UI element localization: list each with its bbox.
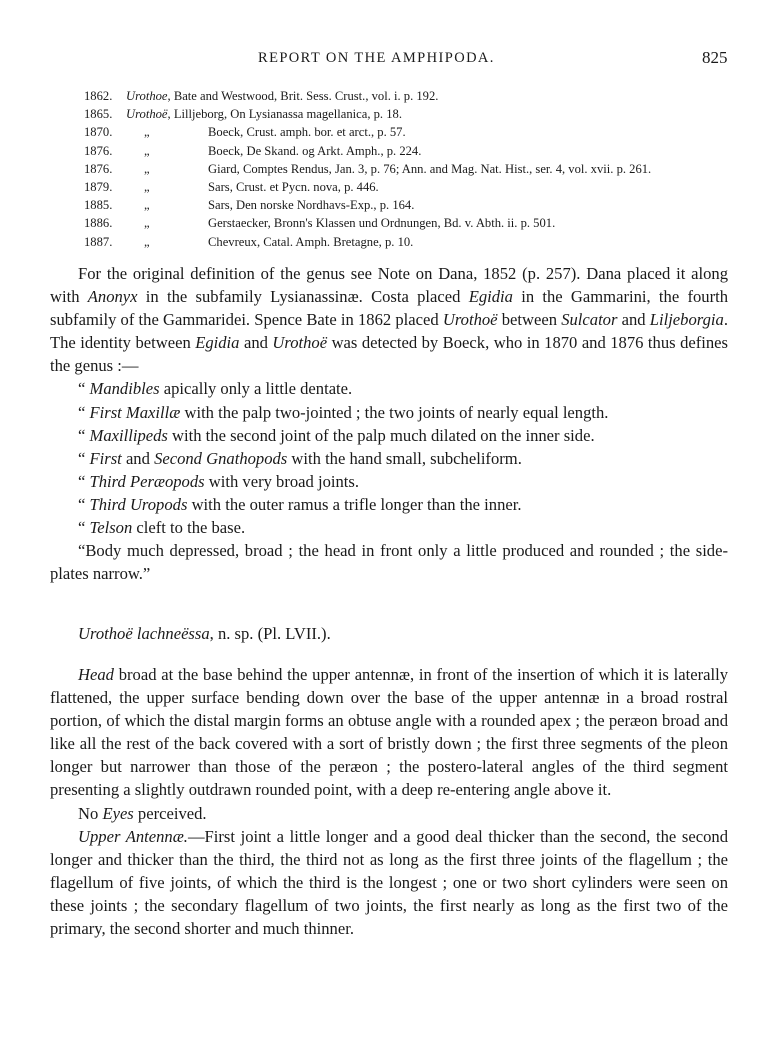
ditto-mark: „ bbox=[144, 125, 150, 140]
synonymy-year: 1887. bbox=[84, 234, 113, 249]
genus-paragraph: For the original definition of the genus see Note on Dana, 1852 (p. 257). Dana placed it along with Anonyx in the subfamily Lysianassinæ. Costa placed Egidia in the Gammarini, the fourth subfamily of the Gammaridei. Spence Bate in 1862 placed Urothoë between Sulcator and Liljeborgia. The identity between Egidia and Urothoë was detected by Boeck, who in 1870 and 1876 thus defines the genus :— bbox=[50, 264, 729, 376]
synonymy-reference: Sars, Crust. et Pycn. nova, p. 446. bbox=[208, 179, 379, 194]
synonymy-reference: Gerstaecker, Bronn's Klassen und Ordnungen, Bd. v. Abth. ii. p. 501. bbox=[208, 216, 556, 231]
synonymy-reference: Giard, Comptes Rendus, Jan. 3, p. 76; Ann. and Mag. Nat. Hist., ser. 4, vol. xvii. p. 261. bbox=[208, 161, 652, 176]
species-description bbox=[50, 663, 728, 940]
genus-section bbox=[50, 262, 728, 585]
definition-line-body: “Body much depressed, broad ; the head in front only a little produced and rounded ; the side-plates narrow.” bbox=[50, 541, 728, 584]
synonymy-year: 1865. bbox=[84, 107, 113, 122]
synonymy-entry bbox=[84, 87, 744, 105]
definition-line-peraeopods: “ Third Peræopods with very broad joints. bbox=[78, 471, 360, 491]
definition-line-telson: “ Telson cleft to the base. bbox=[78, 518, 246, 538]
synonymy-entry bbox=[84, 105, 744, 123]
definition-line-gnathopods: “ First and Second Gnathopods with the hand small, subcheliform. bbox=[78, 448, 522, 468]
synonymy-year: 1876. bbox=[84, 143, 113, 158]
synonymy-reference: Urothoë, Lilljeborg, On Lysianassa magellanica, p. 18. bbox=[126, 107, 402, 122]
synonymy-year: 1870. bbox=[84, 125, 113, 140]
synonymy-entry bbox=[84, 142, 744, 160]
synonymy-entry bbox=[84, 214, 744, 232]
synonymy-genus: Urothoe bbox=[126, 89, 168, 103]
species-name: Urothoë lachneëssa bbox=[78, 624, 210, 643]
synonymy-reference: Boeck, Crust. amph. bor. et arct., p. 57. bbox=[208, 125, 406, 140]
definition-line-uropods: “ Third Uropods with the outer ramus a trifle longer than the inner. bbox=[78, 494, 522, 514]
synonymy-entry bbox=[84, 196, 744, 214]
ditto-mark: „ bbox=[144, 234, 150, 249]
ditto-mark: „ bbox=[144, 143, 150, 158]
head-paragraph: Head broad at the base behind the upper antennæ, in front of the insertion of which it is laterally flattened, the upper surface bending down over the base of the upper antennæ in a broad rostral portion, of which the distal margin forms an obtuse angle with a rounded apex ; the peræon broad and like all the rest of the back covered with a sort of bristly down ; the first three segments of the pleon longer but narrower than those of the peræon ; the postero-lateral angles of the third segment presenting a slightly outdrawn rounded point, with a deep re-entering angle above it. bbox=[50, 665, 728, 800]
definition-line-first-maxillae: “ First Maxillæ with the palp two-jointed ; the two joints of nearly equal length. bbox=[78, 402, 609, 422]
definition-line-maxillipeds: “ Maxillipeds with the second joint of the palp much dilated on the inner side. bbox=[78, 425, 595, 445]
synonymy-entry bbox=[84, 160, 744, 178]
running-title: REPORT ON THE AMPHIPODA. bbox=[258, 50, 495, 66]
ditto-mark: „ bbox=[144, 216, 150, 231]
page-number: 825 bbox=[702, 48, 728, 67]
synonymy-year: 1879. bbox=[84, 179, 113, 194]
synonymy-year: 1862. bbox=[84, 89, 113, 103]
ditto-mark: „ bbox=[144, 179, 150, 194]
synonymy-genus: Urothoë bbox=[126, 107, 168, 122]
ditto-mark: „ bbox=[144, 161, 150, 176]
synonymy-year: 1876. bbox=[84, 161, 113, 176]
definition-line-mandibles: “ Mandibles apically only a little dentate. bbox=[78, 379, 353, 399]
synonymy-reference: Urothoe, Bate and Westwood, Brit. Sess. Crust., vol. i. p. 192. bbox=[126, 89, 439, 103]
eyes-paragraph: No Eyes perceived. bbox=[78, 803, 207, 823]
species-heading: Urothoë lachneëssa, n. sp. (Pl. LVII.). bbox=[78, 624, 331, 643]
synonymy-reference: Sars, Den norske Nordhavs-Exp., p. 164. bbox=[208, 198, 415, 213]
upper-antennae-paragraph: Upper Antennæ.—First joint a little longer and a good deal thicker than the second, the second longer and thicker than the third, the third not as long as the first three joints of the flagellum ; the flagellum of five joints, of which the third is the longest ; one or two short cylinders were seen on these joints ; the secondary flagellum of two joints, the first nearly as long as the first two of the primary, the second shorter and much thinner. bbox=[50, 826, 729, 939]
running-header bbox=[0, 48, 776, 72]
eyes-label: Eyes bbox=[102, 803, 134, 823]
synonymy-entry bbox=[84, 233, 744, 251]
head-label: Head bbox=[78, 665, 114, 684]
synonymy-list bbox=[84, 87, 744, 251]
synonymy-reference: Chevreux, Catal. Amph. Bretagne, p. 10. bbox=[208, 234, 414, 249]
synonymy-entry bbox=[84, 178, 744, 196]
synonymy-year: 1885. bbox=[84, 198, 113, 213]
upper-antennae-label: Upper Antennæ. bbox=[78, 826, 188, 846]
synonymy-entry bbox=[84, 123, 744, 141]
synonymy-reference: Boeck, De Skand. og Arkt. Amph., p. 224. bbox=[208, 143, 422, 158]
synonymy-year: 1886. bbox=[84, 216, 113, 231]
ditto-mark: „ bbox=[144, 198, 150, 213]
